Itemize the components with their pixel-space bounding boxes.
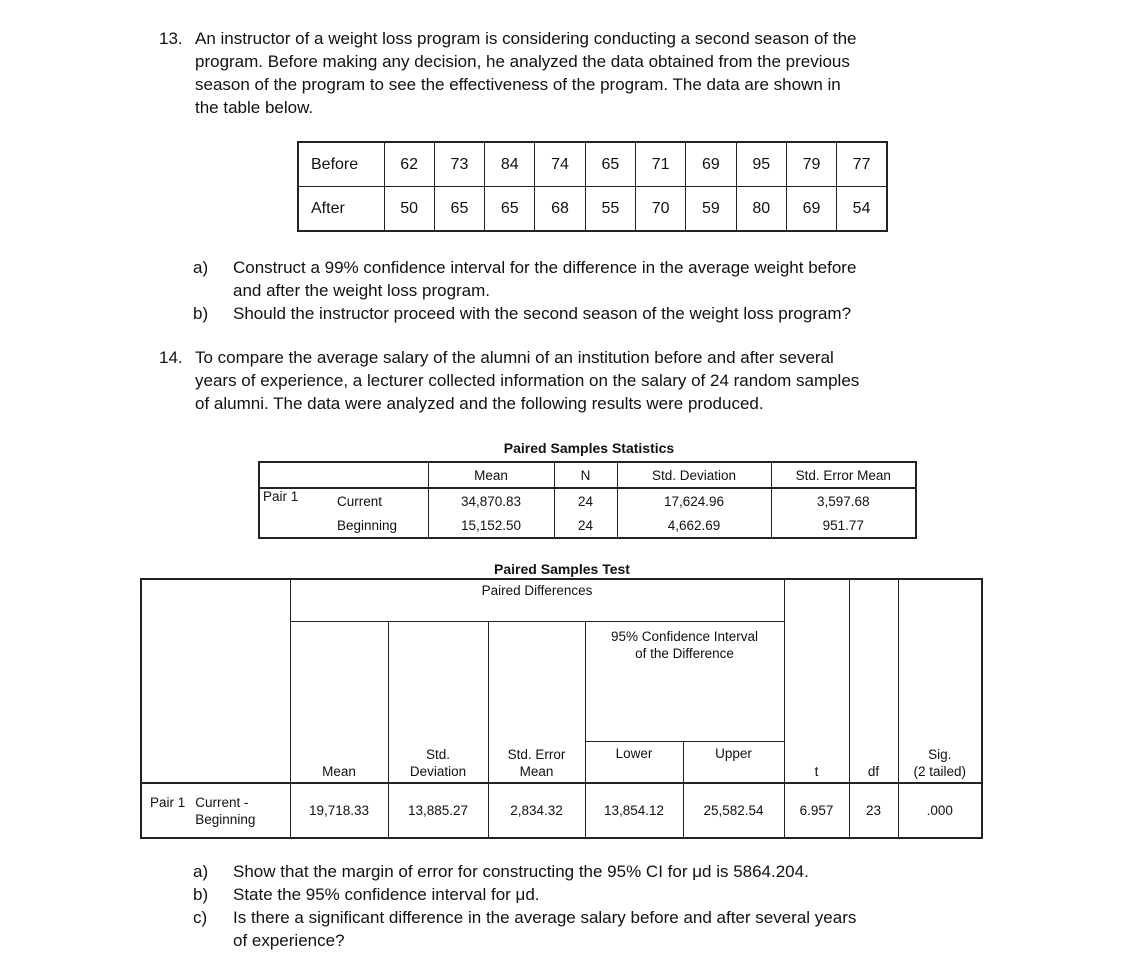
table-cell: 65 xyxy=(434,187,484,232)
table-cell: 95 xyxy=(736,142,786,187)
table-cell: 951.77 xyxy=(771,513,916,538)
column-header xyxy=(488,621,585,783)
table-cell: 34,870.83 xyxy=(428,488,554,513)
table-cell: 59 xyxy=(686,187,736,232)
test-table-title: Paired Samples Test xyxy=(494,561,630,577)
table-cell: 15,152.50 xyxy=(428,513,554,538)
question-13-number: 13. xyxy=(159,29,183,48)
table-cell: 54 xyxy=(837,187,887,232)
column-header: Std. Error Mean xyxy=(771,462,916,488)
pair-label: Pair 1 xyxy=(150,794,186,810)
table-cell: 55 xyxy=(585,187,635,232)
column-header xyxy=(388,621,488,783)
stats-table-title: Paired Samples Statistics xyxy=(503,440,675,456)
column-header: t xyxy=(784,579,849,783)
table-cell: 2,834.32 xyxy=(488,783,585,838)
group-header: Paired Differences xyxy=(290,579,784,621)
column-header: N xyxy=(554,462,617,488)
table-row xyxy=(259,488,916,513)
part-label: a) xyxy=(193,862,209,881)
table-cell: 17,624.96 xyxy=(617,488,771,513)
text-line: the table below. xyxy=(195,98,314,117)
text-line: To compare the average salary of the alumni of an institution before and after several xyxy=(195,348,834,367)
column-header: Std. Deviation xyxy=(617,462,771,488)
table-cell: 74 xyxy=(535,142,585,187)
column-header: df xyxy=(849,579,898,783)
text-line: and after the weight loss program. xyxy=(233,281,491,300)
q14-part-c xyxy=(233,906,856,952)
column-header: Lower xyxy=(585,741,683,783)
paired-samples-test-table xyxy=(140,578,983,839)
q13-part-a xyxy=(233,256,856,302)
header-line: of the Difference xyxy=(635,645,734,661)
table-cell: 19,718.33 xyxy=(290,783,388,838)
header-line: Std. Error xyxy=(507,747,566,762)
header-line: Mean xyxy=(519,764,554,779)
weight-data-table xyxy=(297,141,888,232)
table-cell: 50 xyxy=(384,187,434,232)
header-line: 95% Confidence Interval xyxy=(610,628,759,644)
text-line: Construct a 99% confidence interval for the difference in the average weight before xyxy=(233,258,857,277)
table-cell: 4,662.69 xyxy=(617,513,771,538)
column-header: Upper xyxy=(683,741,784,783)
empty-cell xyxy=(141,579,290,783)
text-line: of experience? xyxy=(233,931,345,950)
ci-header xyxy=(585,621,784,741)
label-line: Current - xyxy=(195,794,249,810)
table-cell: 25,582.54 xyxy=(683,783,784,838)
table-cell: 71 xyxy=(635,142,685,187)
table-row xyxy=(141,783,982,838)
row-label xyxy=(141,783,290,838)
table-cell: 62 xyxy=(384,142,434,187)
text-line: season of the program to see the effectiveness of the program. The data are shown in xyxy=(195,75,841,94)
row-label: After xyxy=(298,187,384,232)
text-line: Should the instructor proceed with the second season of the weight loss program? xyxy=(233,304,852,323)
table-cell: 13,885.27 xyxy=(388,783,488,838)
table-cell: 73 xyxy=(434,142,484,187)
column-header: Mean xyxy=(428,462,554,488)
table-cell: 3,597.68 xyxy=(771,488,916,513)
table-cell: 68 xyxy=(535,187,585,232)
table-row xyxy=(259,513,916,538)
table-cell: 24 xyxy=(554,513,617,538)
label-line: Beginning xyxy=(195,811,256,827)
table-cell: 70 xyxy=(635,187,685,232)
text-line: program. Before making any decision, he analyzed the data obtained from the previous xyxy=(195,52,850,71)
table-cell: 69 xyxy=(786,187,836,232)
q14-part-a xyxy=(233,860,809,883)
part-label: c) xyxy=(193,908,208,927)
table-cell: 23 xyxy=(849,783,898,838)
header-line: (2 tailed) xyxy=(913,764,967,779)
table-cell: 79 xyxy=(786,142,836,187)
table-cell: 84 xyxy=(485,142,535,187)
text-line: State the 95% confidence interval for μd. xyxy=(233,885,540,904)
table-cell: 65 xyxy=(585,142,635,187)
question-14-text xyxy=(195,346,859,415)
header-line: Deviation xyxy=(409,764,467,779)
row-label: Current xyxy=(337,488,428,513)
text-line: Show that the margin of error for constructing the 95% CI for μd is 5864.204. xyxy=(233,862,809,881)
header-line: Sig. xyxy=(928,747,952,762)
text-line: An instructor of a weight loss program is considering conducting a second season of the xyxy=(195,29,857,48)
table-cell: 6.957 xyxy=(784,783,849,838)
table-row-before xyxy=(298,142,887,187)
table-cell: 77 xyxy=(837,142,887,187)
table-row-after xyxy=(298,187,887,232)
table-header-row xyxy=(259,462,916,488)
text-line: years of experience, a lecturer collected information on the salary of 24 random samples xyxy=(195,371,860,390)
table-cell: .000 xyxy=(898,783,982,838)
text-line: Is there a significant difference in the average salary before and after several years xyxy=(233,908,857,927)
table-cell: 69 xyxy=(686,142,736,187)
pair-label: Pair 1 xyxy=(259,488,337,538)
part-label: b) xyxy=(193,885,209,904)
header-line: Std. xyxy=(425,747,450,762)
question-14-number: 14. xyxy=(159,348,183,367)
paired-samples-statistics-table xyxy=(258,461,917,539)
column-header: Mean xyxy=(290,621,388,783)
table-cell: 80 xyxy=(736,187,786,232)
table-header-row xyxy=(141,579,982,621)
q14-part-b xyxy=(233,883,540,906)
table-cell: 24 xyxy=(554,488,617,513)
part-label: a) xyxy=(193,258,209,277)
column-header xyxy=(898,579,982,783)
row-label: Before xyxy=(298,142,384,187)
empty-cell xyxy=(259,462,428,488)
row-label: Beginning xyxy=(337,513,428,538)
q13-part-b xyxy=(233,302,851,325)
table-cell: 13,854.12 xyxy=(585,783,683,838)
table-cell: 65 xyxy=(485,187,535,232)
question-13-text xyxy=(195,27,856,119)
part-label: b) xyxy=(193,304,209,323)
text-line: of alumni. The data were analyzed and the following results were produced. xyxy=(195,394,764,413)
